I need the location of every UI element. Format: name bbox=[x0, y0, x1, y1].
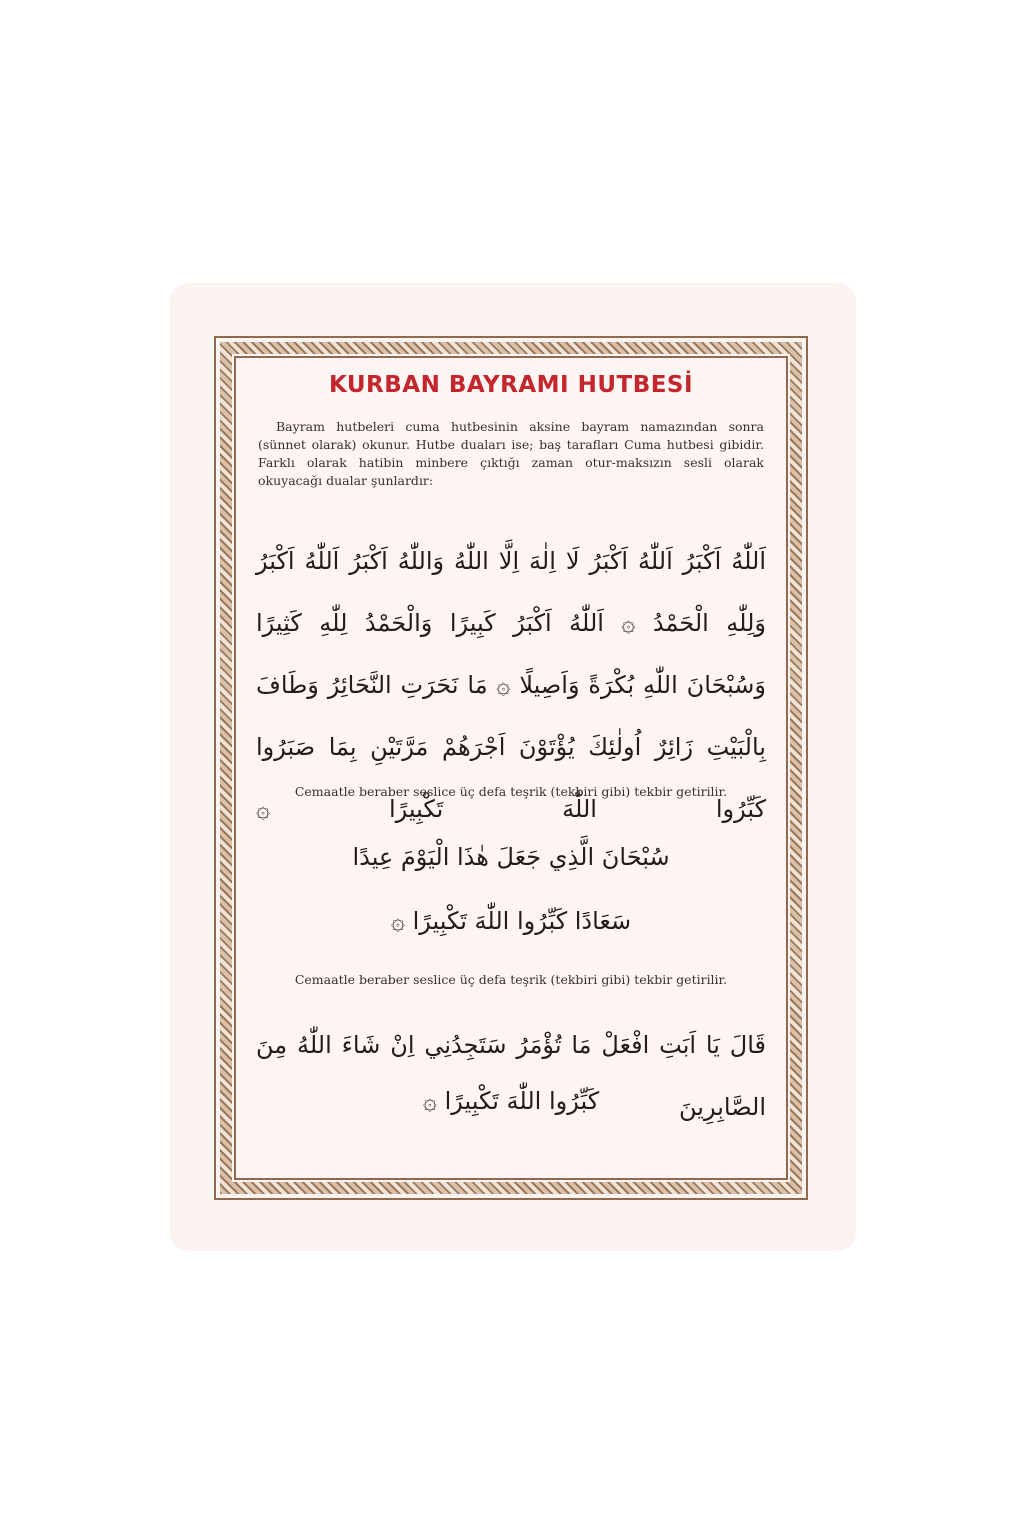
content-panel bbox=[238, 360, 784, 1176]
arabic-prayer-block-1: اَللّٰهُ اَكْبَرُ اَللّٰهُ اَكْبَرُ لَا اِلٰهَ اِلَّا اللّٰهُ وَاللّٰهُ اَكْبَرُ اَللّٰهُ اَكْبَرُ وَلِلّٰهِ الْحَمْدُ ۞ اَللّٰهُ اَكْبَرُ كَبِيرًا وَالْحَمْدُ لِلّٰهِ كَثِيرًا وَسُبْحَانَ اللّٰهِ بُكْرَةً وَاَصِيلًا ۞ مَا نَحَرَتِ النَّحَائِرُ وَطَافَ بِالْبَيْتِ زَائِرٌ اُولٰئِكَ يُؤْتَوْنَ اَجْرَهُمْ مَرَّتَيْنِ بِمَا صَبَرُوا كَبِّرُوا اللّٰهَ تَكْبِيرًا ۞ bbox=[256, 547, 766, 823]
arabic-prayer-block-3-line-1: قَالَ يَا اَبَتِ افْعَلْ مَا تُؤْمَرُ سَتَجِدُنِي اِنْ شَاءَ اللّٰهُ مِنَ الصَّابِرِينَ bbox=[256, 1031, 766, 1121]
intro-paragraph: Bayram hutbeleri cuma hutbesinin aksine bayram namazından sonra (sünnet olarak) okunur. Hutbe duaları ise; baş tarafları Cuma hutbesi gibidir. Farklı olarak hatibin minbere çıktığı zaman otur-maksızın sesli olarak okuyacağı dualar şunlardır: bbox=[258, 419, 764, 488]
instruction-note-1: Cemaatle beraber seslice üç defa teşrik (tekbiri gibi) tekbir getirilir. bbox=[294, 784, 728, 799]
arabic-prayer-block-2-line-1: سُبْحَانَ الَّذِي جَعَلَ هٰذَا الْيَوْمَ عِيدًا bbox=[352, 843, 670, 871]
instruction-note-2: Cemaatle beraber seslice üç defa teşrik (tekbiri gibi) tekbir getirilir. bbox=[294, 972, 728, 987]
arabic-prayer-block-2-line-2: سَعَادًا كَبِّرُوا اللّٰهَ تَكْبِيرًا ۞ bbox=[390, 907, 632, 935]
arabic-prayer-block-3-line-2: كَبِّرُوا اللّٰهَ تَكْبِيرًا ۞ bbox=[422, 1087, 600, 1115]
page-title: KURBAN BAYRAMI HUTBESİ bbox=[328, 372, 694, 398]
